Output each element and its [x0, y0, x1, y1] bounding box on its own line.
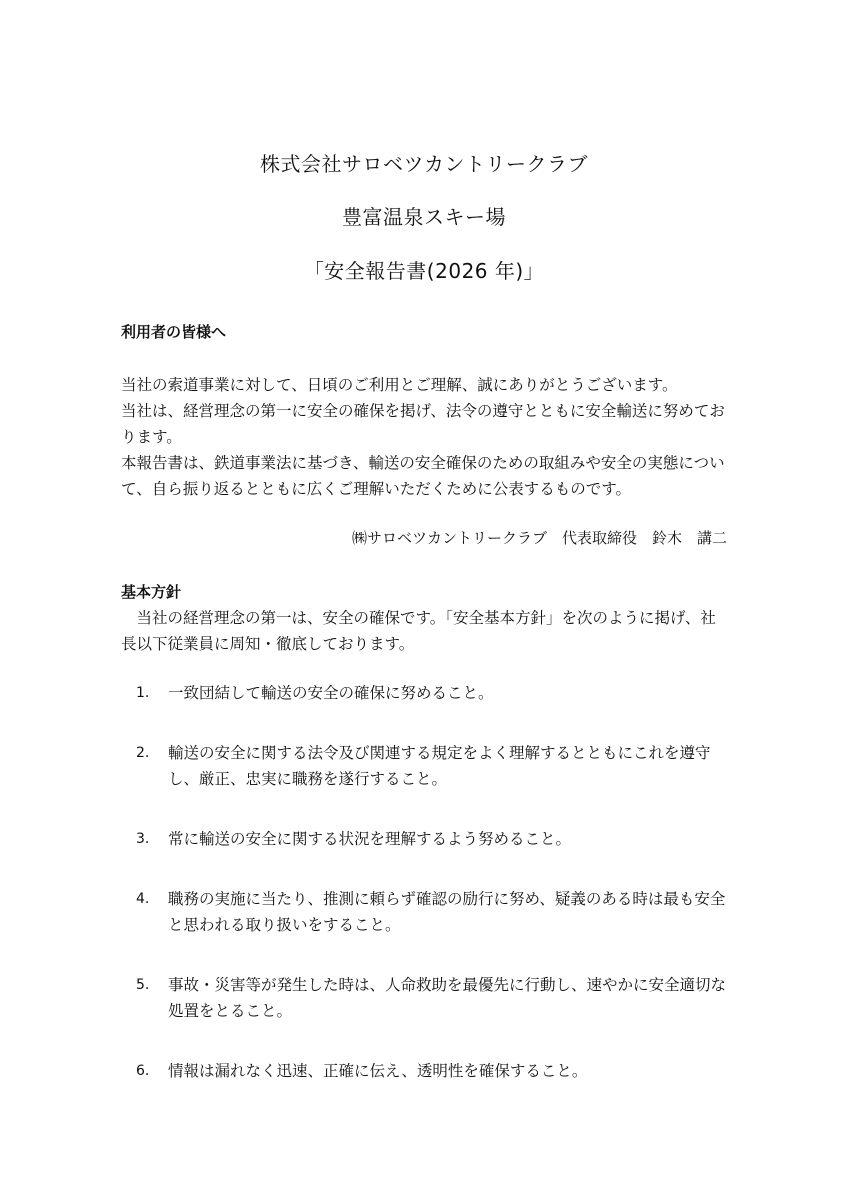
- list-item: [136, 1058, 736, 1084]
- list-item: [136, 972, 736, 1024]
- greeting-line: 当社は、経営理念の第一に安全の確保を掲げ、法令の遵守とともに安全輸送に努めております。: [121, 402, 725, 446]
- list-text: 一致団結して輸送の安全の確保に努めること。: [168, 684, 494, 702]
- list-number: 4.: [136, 891, 150, 907]
- list-text: 情報は漏れなく迅速、正確に伝え、透明性を確保すること。: [168, 1062, 588, 1080]
- list-number: 6.: [136, 1063, 150, 1079]
- report-title: 「安全報告書(2026 年)」: [303, 259, 545, 283]
- list-text: 常に輸送の安全に関する状況を理解するよう努めること。: [168, 830, 572, 848]
- list-number: 1.: [136, 685, 150, 701]
- company-title: 株式会社サロベツカントリークラブ: [260, 152, 588, 176]
- list-item: [136, 826, 736, 852]
- list-number: 3.: [136, 831, 150, 847]
- signature: ㈱サロベツカントリークラブ 代表取締役 鈴木 講二: [351, 529, 727, 547]
- policy-heading: 基本方針: [121, 583, 182, 601]
- list-item: [136, 740, 736, 792]
- list-number: 5.: [136, 977, 150, 993]
- list-text: 輸送の安全に関する法令及び関連する規定をよく理解するとともにこれを遵守し、厳正、忠実に職務を遂行すること。: [168, 744, 711, 788]
- policy-intro-text: 当社の経営理念の第一は、安全の確保です。「安全基本方針」を次のように掲げ、社長以下従業員に周知・徹底しております。: [121, 609, 716, 653]
- list-text: 職務の実施に当たり、推測に頼らず確認の励行に努め、疑義のある時は最も安全と思われる取り扱いをすること。: [168, 890, 726, 934]
- greeting-body: [121, 372, 731, 502]
- list-number: 2.: [136, 745, 150, 761]
- list-text: 事故・災害等が発生した時は、人命救助を最優先に行動し、速やかに安全適切な処置をとること。: [168, 976, 727, 1020]
- facility-title: 豊富温泉スキー場: [342, 205, 506, 229]
- greeting-heading: 利用者の皆様へ: [121, 323, 227, 341]
- policy-list: [136, 680, 736, 1118]
- greeting-line: 当社の索道事業に対して、日頃のご利用とご理解、誠にありがとうございます。: [121, 376, 678, 394]
- list-item: [136, 886, 736, 938]
- greeting-line: 本報告書は、鉄道事業法に基づき、輸送の安全確保のための取組みや安全の実態について、自ら振り返るとともに広くご理解いただくために公表するものです。: [121, 454, 725, 498]
- policy-intro: [121, 605, 731, 657]
- list-item: [136, 680, 736, 706]
